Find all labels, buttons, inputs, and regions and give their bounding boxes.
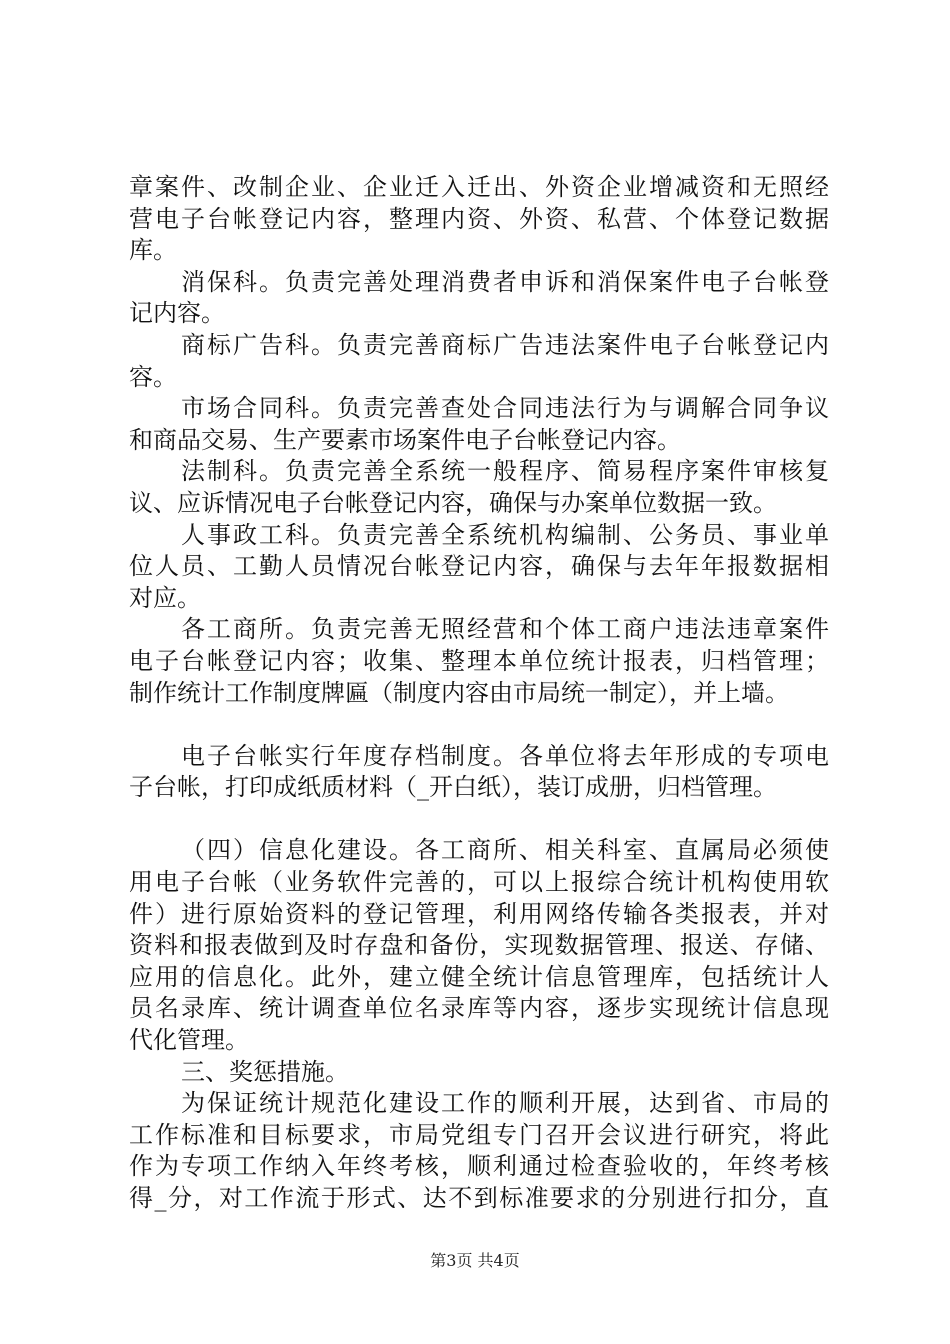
text-line: 和商品交易、生产要素市场案件电子台帐登记内容。: [129, 425, 681, 454]
paragraph-spacer: [129, 804, 829, 836]
text-line: 位人员、工勤人员情况台帐登记内容，确保与去年年报数据相: [129, 552, 829, 581]
text-line: 件）进行原始资料的登记管理，利用网络传输各类报表，并对: [129, 899, 829, 928]
text-line: 商标广告科。负责完善商标广告违法案件电子台帐登记内: [181, 330, 829, 359]
text-line: 为保证统计规范化建设工作的顺利开展，达到省、市局的: [181, 1089, 829, 1118]
text-line: 得_分，对工作流于形式、达不到标准要求的分别进行扣分，直: [129, 1184, 829, 1212]
text-line: 子台帐，打印成纸质材料（_开白纸），装订成册，归档管理。: [129, 773, 777, 802]
text-line: 营电子台帐登记内容，整理内资、外资、私营、个体登记数据: [129, 204, 829, 233]
text-line: 各工商所。负责完善无照经营和个体工商户违法违章案件: [181, 615, 829, 644]
text-line: 人事政工科。负责完善全系统机构编制、公务员、事业单: [181, 520, 829, 549]
text-line: 资料和报表做到及时存盘和备份，实现数据管理、报送、存储、: [129, 931, 829, 960]
text-line: 记内容。: [129, 299, 225, 328]
text-line: 代化管理。: [129, 1026, 249, 1055]
document-body: [129, 172, 829, 1215]
text-line: 市场合同科。负责完善查处合同违法行为与调解合同争议: [181, 394, 829, 423]
text-line: 电子台帐实行年度存档制度。各单位将去年形成的专项电: [181, 741, 829, 770]
text-line: 法制科。负责完善全系统一般程序、简易程序案件审核复: [181, 457, 829, 486]
paragraph-spacer: [129, 709, 829, 741]
text-line: 员名录库、统计调查单位名录库等内容，逐步实现统计信息现: [129, 994, 829, 1023]
text-line: 电子台帐登记内容；收集、整理本单位统计报表，归档管理；: [129, 646, 829, 675]
text-line: 容。: [129, 362, 177, 391]
text-line: （四）信息化建设。各工商所、相关科室、直属局必须使: [181, 836, 829, 865]
text-line: 制作统计工作制度牌匾（制度内容由市局统一制定），并上墙。: [129, 678, 789, 707]
text-line: 章案件、改制企业、企业迁入迁出、外资企业增减资和无照经: [129, 173, 829, 201]
page-footer: 第3页 共4页: [430, 1251, 520, 1270]
text-line: 对应。: [129, 583, 201, 612]
text-line: 应用的信息化。此外，建立健全统计信息管理库，包括统计人: [129, 962, 829, 991]
text-line: 用电子台帐（业务软件完善的，可以上报综合统计机构使用软: [129, 868, 829, 897]
text-line: 三、奖惩措施。: [181, 1057, 349, 1086]
text-line: 消保科。负责完善处理消费者申诉和消保案件电子台帐登: [181, 267, 829, 296]
text-line: 库。: [129, 236, 177, 265]
text-line: 工作标准和目标要求，市局党组专门召开会议进行研究，将此: [129, 1120, 829, 1149]
text-line: 议、应诉情况电子台帐登记内容，确保与办案单位数据一致。: [129, 488, 777, 517]
text-line: 作为专项工作纳入年终考核，顺利通过检查验收的，年终考核: [129, 1152, 829, 1181]
